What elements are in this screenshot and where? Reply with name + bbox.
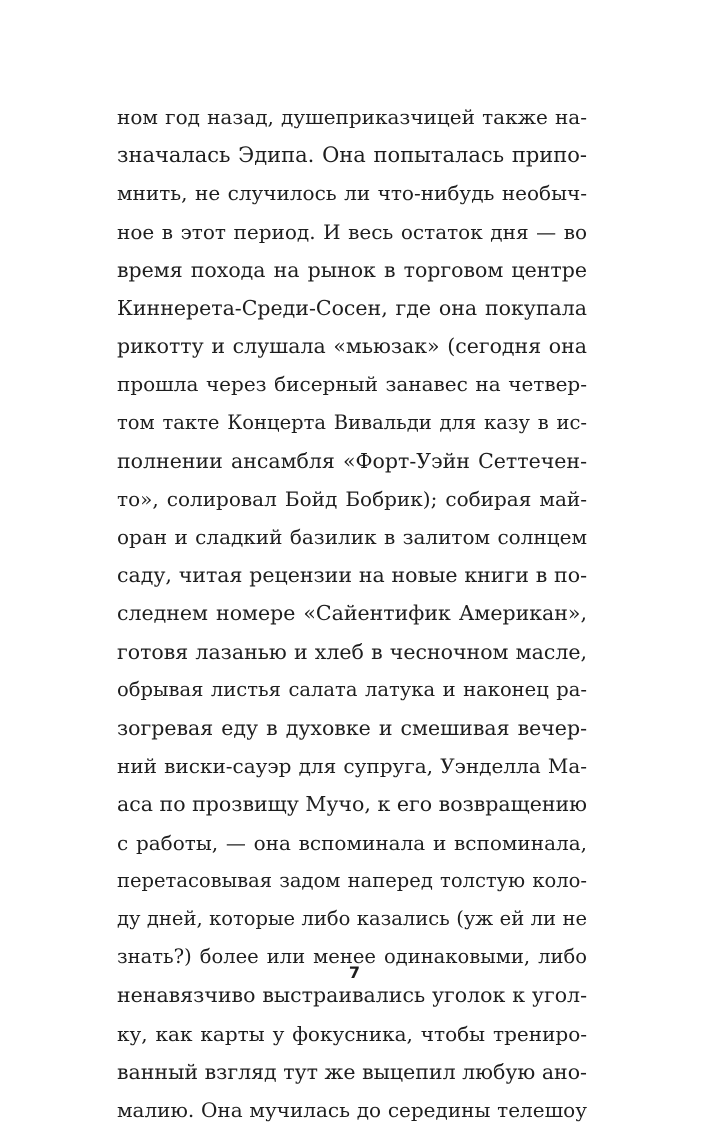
text-line: готовя лазанью и хлеб в чесночном масле,	[117, 639, 587, 664]
text-line: значалась Эдипа. Она попыталась припо-	[117, 143, 587, 168]
text-line: мнить, не случилось ли что-нибудь необыч-	[117, 181, 587, 206]
text-line: ненавязчиво выстраивались уголок к угол-	[117, 983, 587, 1008]
text-line: аса по прозвищу Мучо, к его возвращению	[117, 792, 587, 817]
text-line: с работы, — она вспоминала и вспоминала,	[117, 830, 587, 855]
text-line: малию. Она мучилась до середины телешоу	[117, 1097, 587, 1122]
text-line: ду дней, которые либо казались (уж ей ли не	[117, 906, 587, 930]
text-line: ку, как карты у фокусника, чтобы трениро-	[117, 1021, 587, 1046]
text-line: том такте Концерта Вивальди для казу в ис-	[117, 410, 587, 434]
text-line: Киннерета-Среди-Сосен, где она покупала	[117, 295, 587, 320]
text-line: ний виски-сауэр для супруга, Уэнделла Ма-	[117, 754, 587, 779]
text-line: оран и сладкий базилик в залитом солнцем	[117, 525, 587, 550]
text-line: перетасовывая задом наперед толстую коло-	[117, 868, 587, 892]
text-line: рикотту и слушала «мьюзак» (сегодня она	[117, 334, 587, 359]
text-line: прошла через бисерный занавес на четвер-	[117, 372, 587, 397]
text-line: знать?) более или менее одинаковыми, либо	[117, 945, 587, 969]
text-line: ванный взгляд тут же выцепил любую ано-	[117, 1059, 587, 1084]
text-line: саду, читая рецензии на новые книги в по-	[117, 563, 587, 588]
page-number: 7	[348, 963, 361, 982]
text-line: ном год назад, душеприказчицей также на-	[117, 105, 587, 129]
text-line: время похода на рынок в торговом центре	[117, 257, 587, 282]
text-line: ное в этот период. И весь остаток дня — во	[117, 219, 587, 244]
text-line: обрывая листья салата латука и наконец ра-	[117, 677, 587, 701]
text-line: полнении ансамбля «Форт-Уэйн Сеттечен-	[117, 448, 587, 473]
text-line: зогревая еду в духовке и смешивая вечер-	[117, 716, 587, 740]
text-line: следнем номере «Сайентифик Американ»,	[117, 601, 587, 626]
text-line: то», солировал Бойд Бобрик); собирая май-	[117, 486, 587, 511]
